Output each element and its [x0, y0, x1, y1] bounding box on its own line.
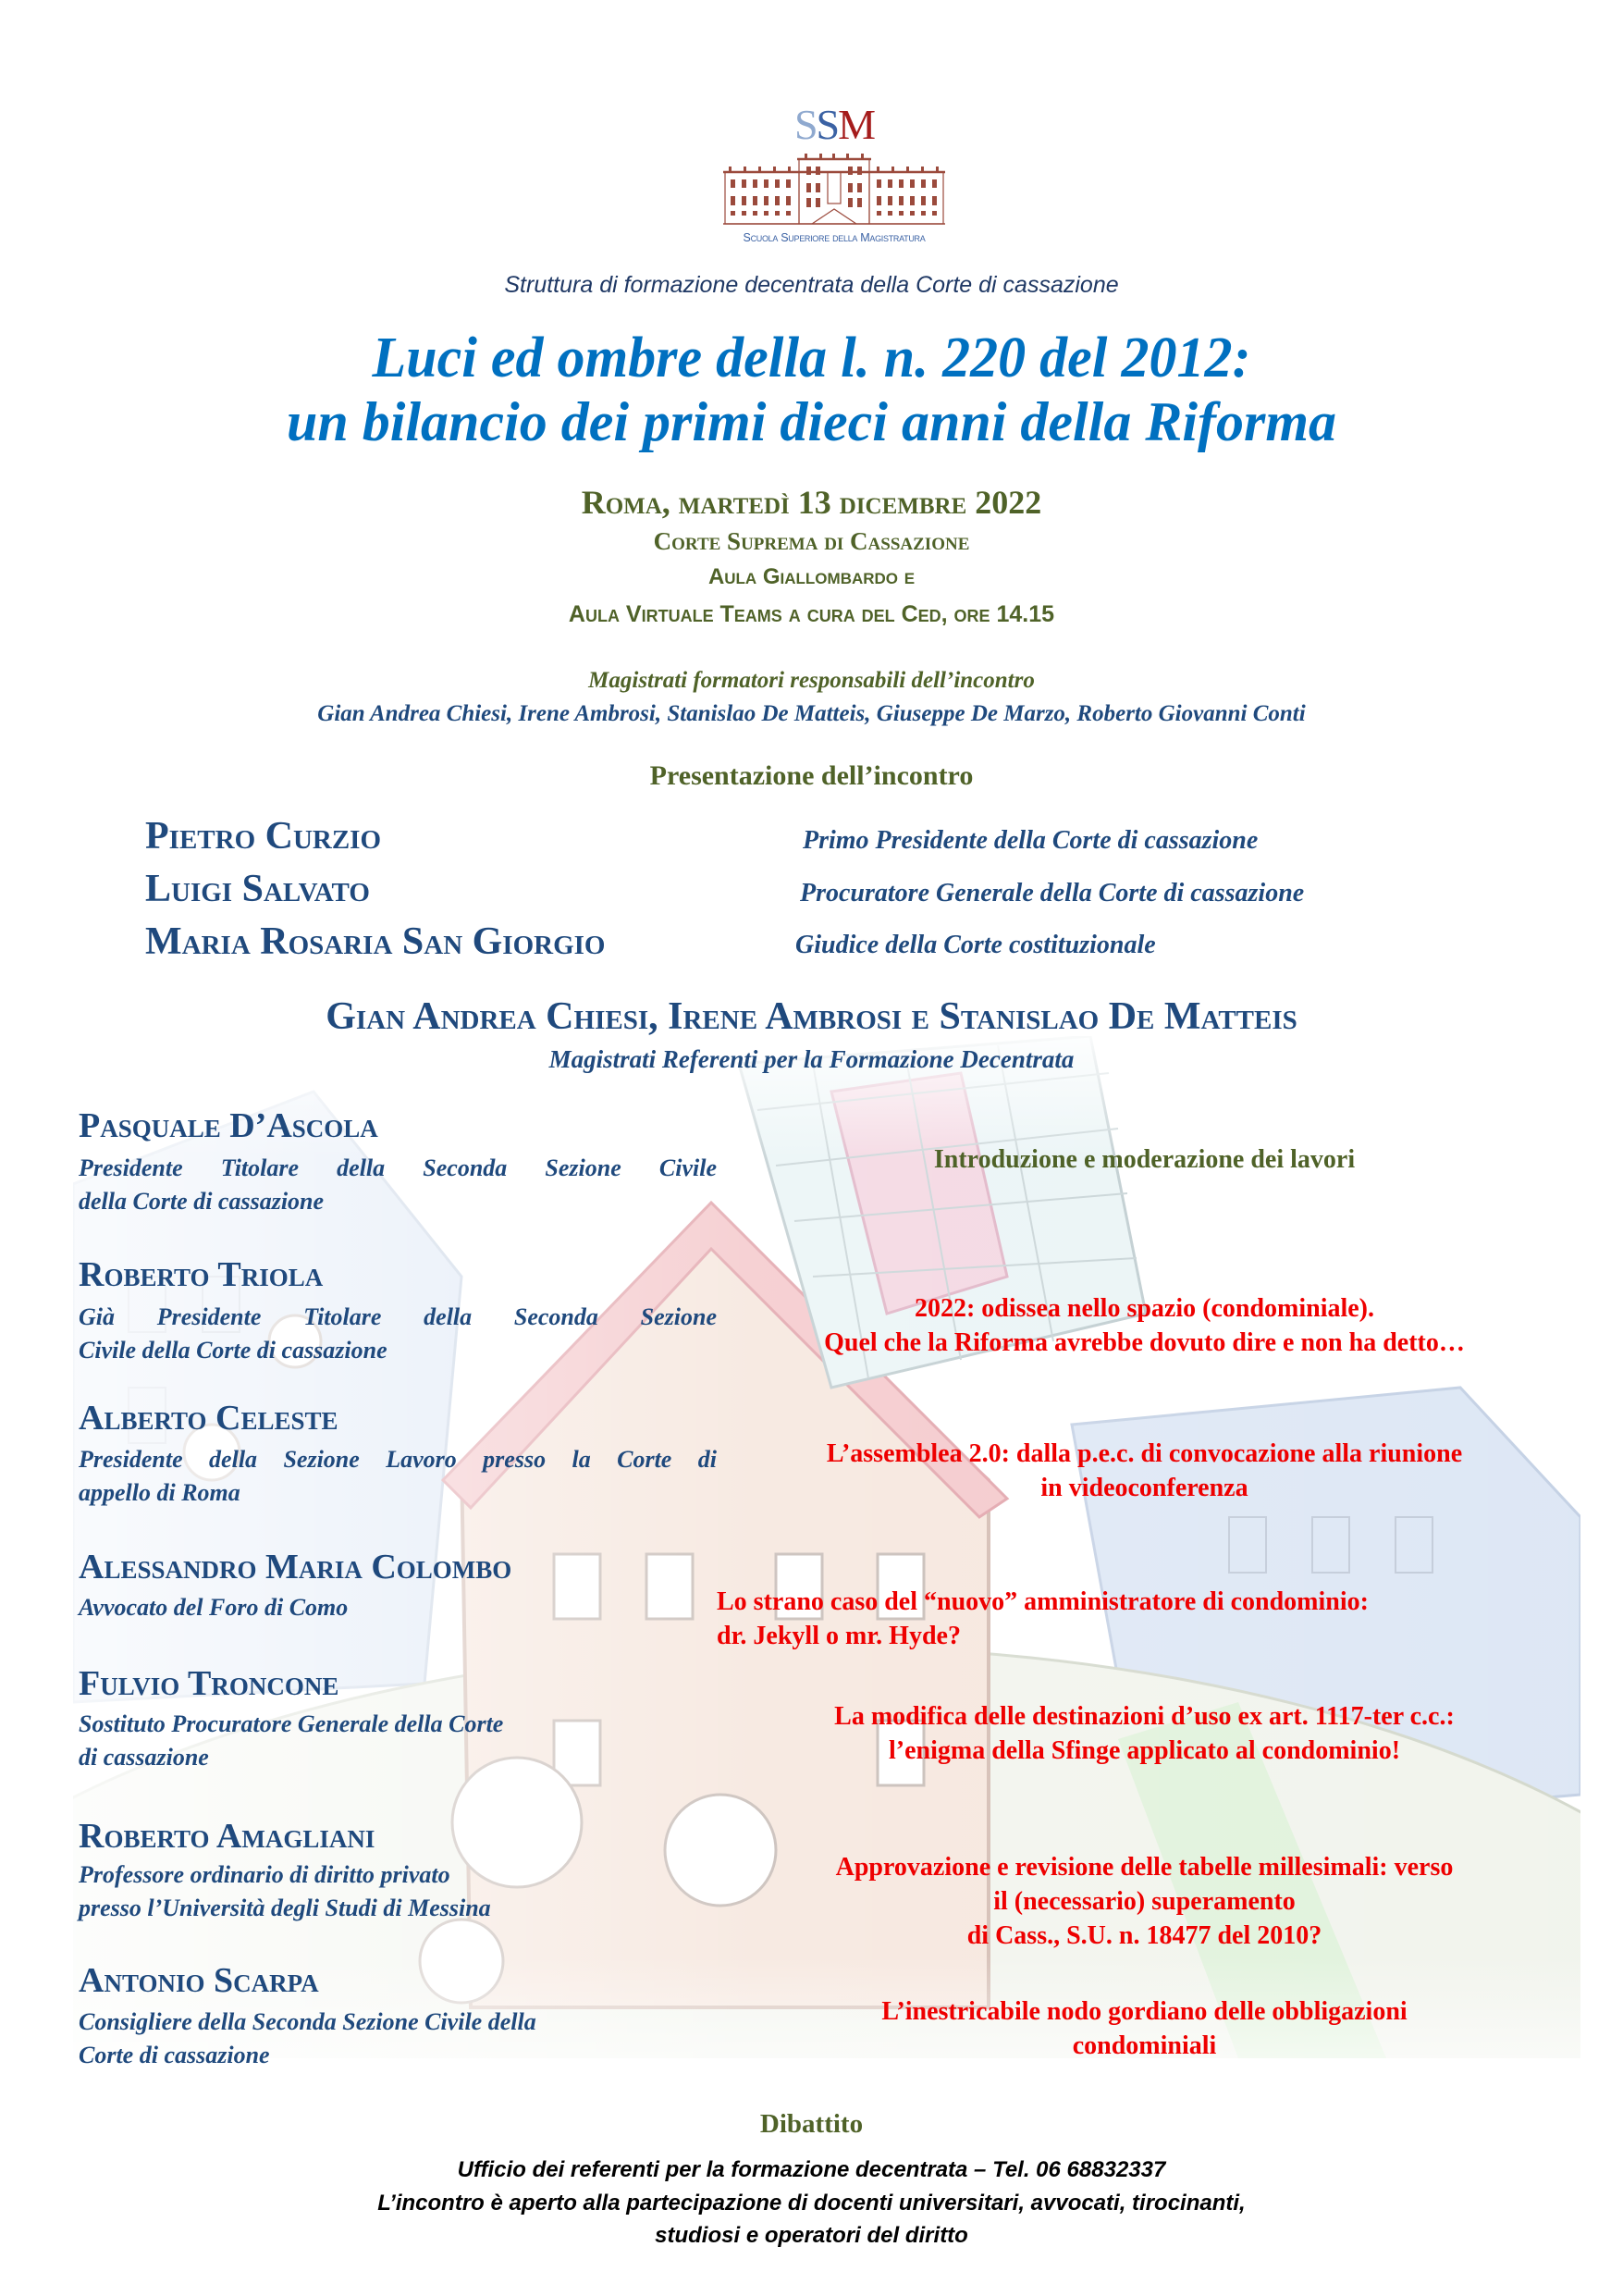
event-room-2: Aula Virtuale Teams a cura del Ced, ore 14.15	[568, 601, 1055, 627]
organizers-label: Magistrati formatori responsabili dell’incontro	[588, 668, 1035, 693]
speaker-description	[79, 1301, 717, 1367]
speaker-description	[79, 1708, 717, 1774]
talk-title	[717, 1437, 1572, 1505]
presenter-role: Procuratore Generale della Corte di cassazione	[800, 879, 1305, 907]
open-participation-line-2: studiosi e operatori del diritto	[655, 2223, 968, 2248]
talk-line: Introduzione e moderazione dei lavori	[933, 1145, 1356, 1174]
debate-label: Dibattito	[759, 2109, 864, 2139]
office-contact: Ufficio dei referenti per la formazione decentrata – Tel. 06 68832337	[457, 2157, 1166, 2182]
speaker-description-line: presso l’Università degli Studi di Messina	[79, 1895, 491, 1921]
talk-line: Quel che la Riforma avrebbe dovuto dire e non ha detto…	[824, 1328, 1465, 1357]
speaker-description-line: Avvocato del Foro di Como	[79, 1594, 349, 1621]
talk-line: La modifica delle destinazioni d’uso ex art. 1117-ter c.c.:	[834, 1702, 1455, 1731]
talk-moderation	[717, 1142, 1572, 1177]
referents-role: Magistrati Referenti per la Formazione Decentrata	[548, 1045, 1075, 1073]
speaker-description-line: della Corte di cassazione	[79, 1188, 325, 1215]
talk-line: 2022: odissea nello spazio (condominiale).	[914, 1294, 1374, 1323]
logo-letter-s2: S	[816, 101, 839, 148]
speaker-description-line: Già Presidente Titolare della Seconda Sezione	[79, 1303, 717, 1330]
presentation-heading: Presentazione dell’incontro	[649, 760, 974, 791]
talk-title	[717, 1994, 1572, 2063]
speaker-description-line: Sostituto Procuratore Generale della Corte	[79, 1710, 504, 1737]
presenter-name: Maria Rosaria San Giorgio	[145, 920, 606, 963]
talk-title	[717, 1585, 1572, 1653]
speaker-name: Pasquale D’Ascola	[79, 1106, 378, 1145]
speaker-description	[79, 1591, 717, 1624]
talk-line: L’inestricabile nodo gordiano delle obbligazioni	[881, 1997, 1408, 2026]
speaker-description	[79, 1858, 717, 1925]
talk-line: condominiali	[1072, 2031, 1217, 2060]
speaker-name: Roberto Amagliani	[79, 1817, 375, 1856]
speaker-name: Fulvio Troncone	[79, 1664, 339, 1703]
speaker-description	[79, 1443, 717, 1510]
event-room-1: Aula Giallombardo e	[707, 564, 916, 589]
speaker-description-line: Presidente Titolare della Seconda Sezione Civile	[79, 1154, 717, 1181]
talk-title	[717, 1699, 1572, 1768]
logo-letter-m: M	[838, 101, 875, 148]
speaker-description	[79, 2006, 717, 2072]
speaker-description	[79, 1152, 717, 1218]
speaker-name: Roberto Triola	[79, 1255, 324, 1294]
logo-acronym	[719, 100, 950, 149]
talk-title	[717, 1850, 1572, 1953]
event-venue: Corte Suprema di Cassazione	[653, 527, 970, 555]
talk-line: dr. Jekyll o mr. Hyde?	[717, 1622, 961, 1650]
organizers-names: Gian Andrea Chiesi, Irene Ambrosi, Stanislao De Matteis, Giuseppe De Marzo, Roberto Giovanni Conti	[317, 701, 1306, 726]
palace-building-icon	[723, 152, 945, 226]
presenter-name: Pietro Curzio	[145, 815, 382, 858]
logo-caption: Scuola Superiore della Magistratura	[743, 231, 926, 244]
event-title-line-1: Luci ed ombre della l. n. 220 del 2012:	[372, 325, 1251, 389]
speaker-description-line: Corte di cassazione	[79, 2042, 270, 2068]
speaker-description-line: Professore ordinario di diritto privato	[79, 1861, 450, 1888]
organizer-subtitle: Struttura di formazione decentrata della Corte di cassazione	[504, 272, 1119, 298]
logo-letter-s1: S	[793, 101, 817, 148]
speaker-name: Alessandro Maria Colombo	[79, 1548, 512, 1586]
speaker-name: Alberto Celeste	[79, 1399, 338, 1438]
talk-line: il (necessario) superamento	[993, 1887, 1296, 1916]
talk-title	[717, 1291, 1572, 1360]
referents-names: Gian Andrea Chiesi, Irene Ambrosi e Stanislao De Matteis	[326, 995, 1297, 1038]
speaker-description-line: di cassazione	[79, 1744, 209, 1771]
talk-line: l’enigma della Sfinge applicato al condominio!	[888, 1736, 1401, 1765]
talk-line: in videoconferenza	[1040, 1474, 1248, 1502]
speaker-name: Antonio Scarpa	[79, 1961, 319, 2000]
open-participation-line-1: L’incontro è aperto alla partecipazione di docenti universitari, avvocati, tirocinanti,	[377, 2191, 1246, 2216]
speaker-description-line: Consigliere della Seconda Sezione Civile della	[79, 2008, 536, 2035]
ssm-logo	[719, 93, 950, 254]
talk-line: Approvazione e revisione delle tabelle millesimali: verso	[835, 1853, 1454, 1882]
speaker-description-line: appello di Roma	[79, 1479, 240, 1506]
presenter-name: Luigi Salvato	[145, 868, 370, 910]
speaker-description-line: Presidente della Sezione Lavoro presso la Corte di	[79, 1446, 717, 1473]
event-title-line-2: un bilancio dei primi dieci anni della Riforma	[286, 391, 1337, 452]
speaker-description-line: Civile della Corte di cassazione	[79, 1337, 387, 1364]
talk-line: L’assemblea 2.0: dalla p.e.c. di convocazione alla riunione	[826, 1439, 1463, 1468]
talk-line: di Cass., S.U. n. 18477 del 2010?	[966, 1921, 1322, 1950]
presenter-role: Primo Presidente della Corte di cassazione	[803, 826, 1259, 855]
event-date: Roma, martedì 13 dicembre 2022	[581, 484, 1042, 521]
presenter-role: Giudice della Corte costituzionale	[795, 931, 1156, 959]
talk-line: Lo strano caso del “nuovo” amministratore di condominio:	[717, 1587, 1369, 1616]
